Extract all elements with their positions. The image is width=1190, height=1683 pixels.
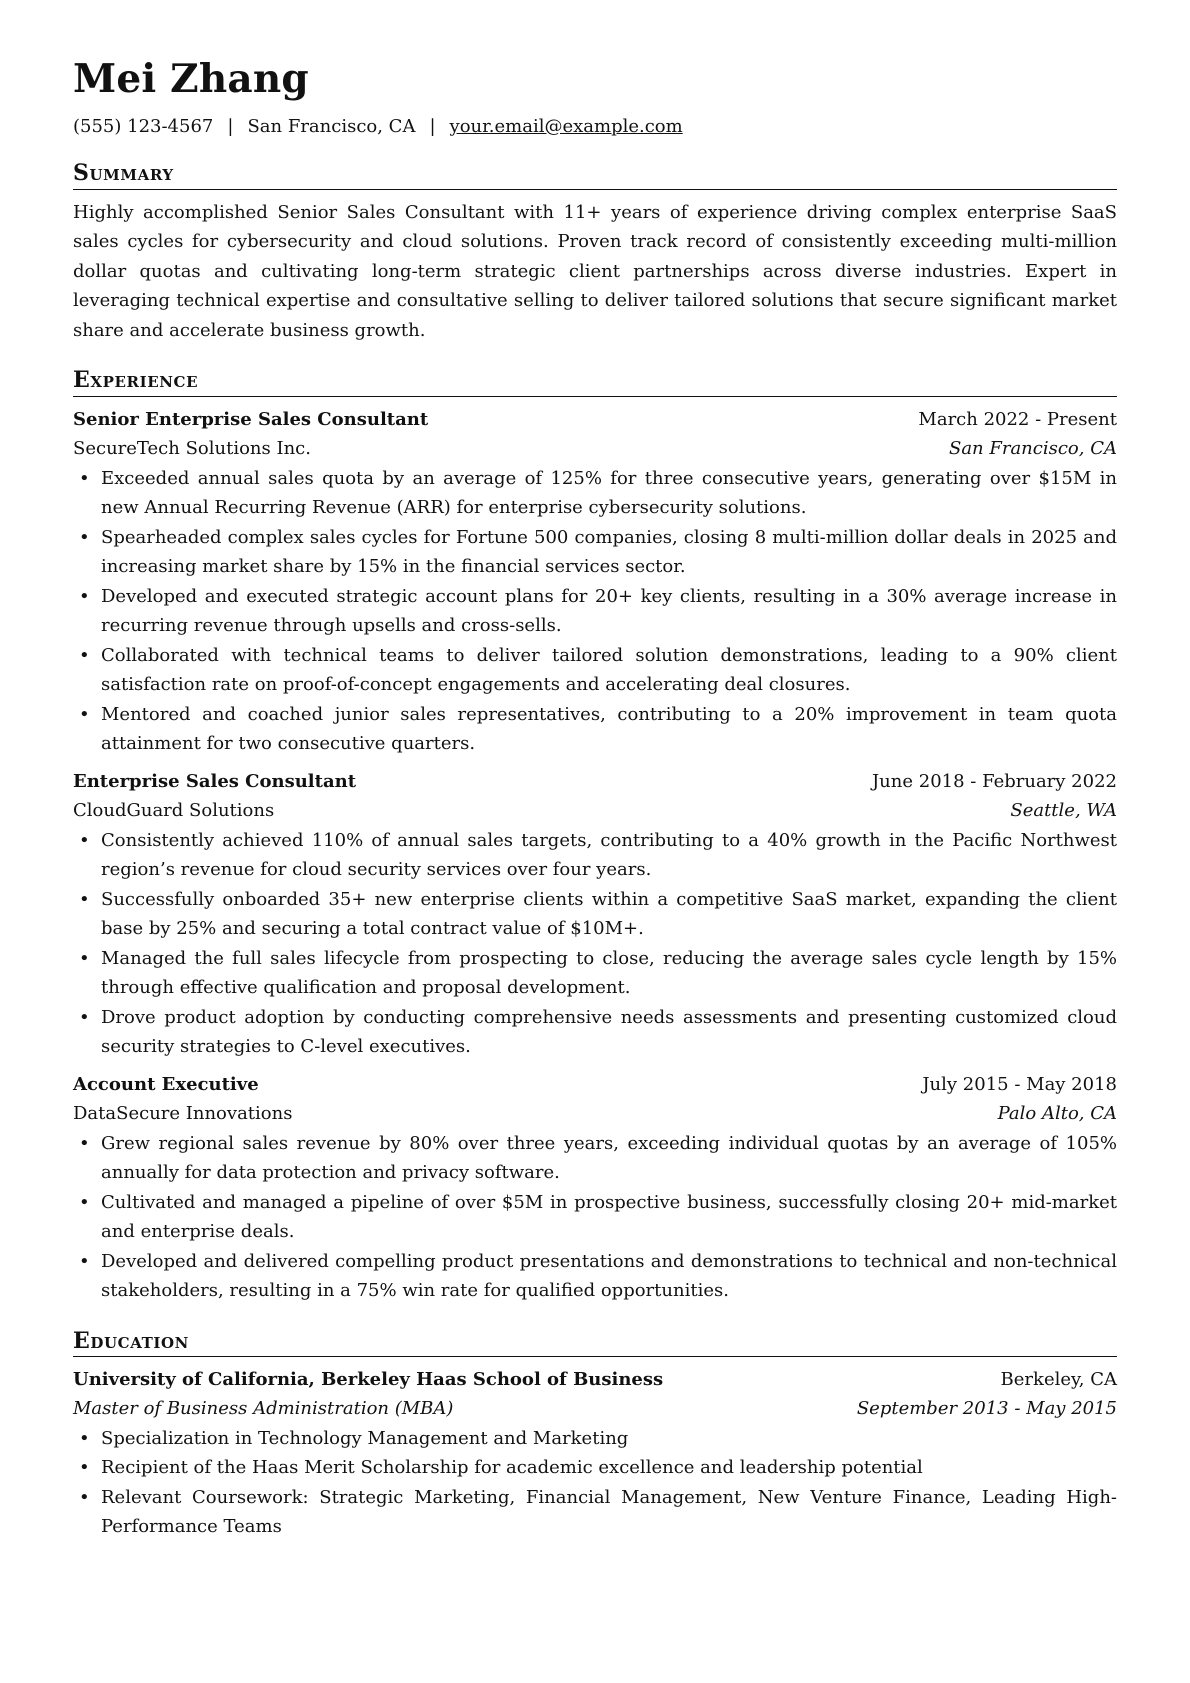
job-entry (73, 767, 1117, 1062)
job-header-row (73, 1070, 1117, 1100)
list-item: • Collaborated with technical teams to deliver tailored solution demonstrations, leading to a 90% client satisfaction rate on proof-of-concept engagements and accelerating deal closures. (73, 641, 1117, 700)
education-dates: September 2013 - May 2015 (856, 1398, 1117, 1420)
job-company-row (73, 796, 1117, 826)
company-name: CloudGuard Solutions (73, 800, 275, 822)
job-location: Seattle, WA (1010, 800, 1117, 822)
bullet-icon: • (79, 1486, 90, 1508)
bullet-icon: • (79, 1457, 90, 1479)
contact-separator: | (429, 115, 436, 137)
section-heading-summary: Summary (73, 160, 1117, 189)
bullet-icon: • (79, 1006, 90, 1028)
job-company-row (73, 434, 1117, 464)
education-entry (73, 1365, 1117, 1542)
bullet-icon: • (79, 1250, 90, 1272)
job-location: Palo Alto, CA (997, 1103, 1117, 1125)
job-bullets (73, 464, 1117, 759)
list-item: • Grew regional sales revenue by 80% over three years, exceeding individual quotas by an average of 105% annually for data protection and privacy software. (73, 1129, 1117, 1188)
list-item: • Mentored and coached junior sales representatives, contributing to a 20% improvement in team quota attainment for two consecutive quarters. (73, 700, 1117, 759)
candidate-name: Mei Zhang (73, 56, 309, 102)
phone-number: (555) 123-4567 (73, 115, 214, 137)
contact-separator: | (227, 115, 234, 137)
section-heading-education: Education (73, 1328, 1117, 1357)
job-header-row (73, 767, 1117, 797)
job-entry (73, 405, 1117, 759)
job-location: San Francisco, CA (948, 438, 1117, 460)
job-bullets (73, 1129, 1117, 1306)
job-company-row (73, 1099, 1117, 1129)
school-name: University of California, Berkeley Haas School of Business (73, 1368, 664, 1390)
job-header-row (73, 405, 1117, 435)
contact-location: San Francisco, CA (247, 115, 416, 137)
list-item: • Successfully onboarded 35+ new enterprise clients within a competitive SaaS market, expanding the client base by 25% and securing a total contract value of $10M+. (73, 885, 1117, 944)
bullet-icon: • (79, 585, 90, 607)
list-item: • Relevant Coursework: Strategic Marketing, Financial Management, New Venture Finance, Leading High-Performance Teams (73, 1483, 1117, 1542)
bullet-icon: • (79, 829, 90, 851)
bullet-icon: • (79, 526, 90, 548)
school-row (73, 1365, 1117, 1395)
job-dates: June 2018 - February 2022 (871, 770, 1117, 792)
degree-name: Master of Business Administration (MBA) (73, 1398, 454, 1420)
bullet-icon: • (79, 888, 90, 910)
school-location: Berkeley, CA (1000, 1368, 1117, 1390)
job-bullets (73, 826, 1117, 1062)
list-item: • Drove product adoption by conducting comprehensive needs assessments and presenting customized cloud security strategies to C-level executives. (73, 1003, 1117, 1062)
list-item: • Specialization in Technology Management and Marketing (73, 1424, 1117, 1454)
list-item: • Exceeded annual sales quota by an average of 125% for three consecutive years, generating over $15M in new Annual Recurring Revenue (ARR) for enterprise cybersecurity solutions. (73, 464, 1117, 523)
list-item: • Developed and delivered compelling product presentations and demonstrations to technical and non-technical stakeholders, resulting in a 75% win rate for qualified opportunities. (73, 1247, 1117, 1306)
company-name: DataSecure Innovations (73, 1103, 293, 1125)
contact-line (73, 115, 1117, 138)
list-item: • Consistently achieved 110% of annual sales targets, contributing to a 40% growth in the Pacific Northwest region’s revenue for cloud security services over four years. (73, 826, 1117, 885)
bullet-icon: • (79, 703, 90, 725)
job-title: Account Executive (73, 1073, 259, 1095)
education-section (73, 1328, 1117, 1542)
list-item: • Managed the full sales lifecycle from prospecting to close, reducing the average sales cycle length by 15% through effective qualification and proposal development. (73, 944, 1117, 1003)
job-entry (73, 1070, 1117, 1306)
list-item: • Spearheaded complex sales cycles for Fortune 500 companies, closing 8 multi-million dollar deals in 2025 and increasing market share by 15% in the financial services sector. (73, 523, 1117, 582)
bullet-icon: • (79, 1427, 90, 1449)
section-heading-experience: Experience (73, 367, 1117, 396)
job-dates: July 2015 - May 2018 (922, 1073, 1117, 1095)
company-name: SecureTech Solutions Inc. (73, 438, 311, 460)
list-item: • Developed and executed strategic account plans for 20+ key clients, resulting in a 30% average increase in recurring revenue through upsells and cross-sells. (73, 582, 1117, 641)
job-dates: March 2022 - Present (918, 408, 1117, 430)
list-item: • Cultivated and managed a pipeline of over $5M in prospective business, successfully closing 20+ mid-market and enterprise deals. (73, 1188, 1117, 1247)
list-item: • Recipient of the Haas Merit Scholarship for academic excellence and leadership potential (73, 1453, 1117, 1483)
bullet-icon: • (79, 1191, 90, 1213)
bullet-icon: • (79, 1132, 90, 1154)
experience-section (73, 367, 1117, 1305)
bullet-icon: • (79, 467, 90, 489)
education-bullets (73, 1424, 1117, 1542)
job-title: Enterprise Sales Consultant (73, 770, 357, 792)
summary-text: Highly accomplished Senior Sales Consultant with 11+ years of experience driving complex enterprise SaaS sales cycles for cybersecurity and cloud solutions. Proven track record of consistently exceeding multi-million dollar quotas and cultivating long-term strategic client partnerships across diverse industries. Expert in leveraging technical expertise and consultative selling to deliver tailored solutions that secure significant market share and accelerate business growth. (73, 201, 1117, 341)
bullet-icon: • (79, 644, 90, 666)
bullet-icon: • (79, 947, 90, 969)
summary-section (73, 160, 1117, 345)
degree-row (73, 1394, 1117, 1424)
job-title: Senior Enterprise Sales Consultant (73, 408, 429, 430)
email-link[interactable]: your.email@example.com (449, 115, 683, 137)
